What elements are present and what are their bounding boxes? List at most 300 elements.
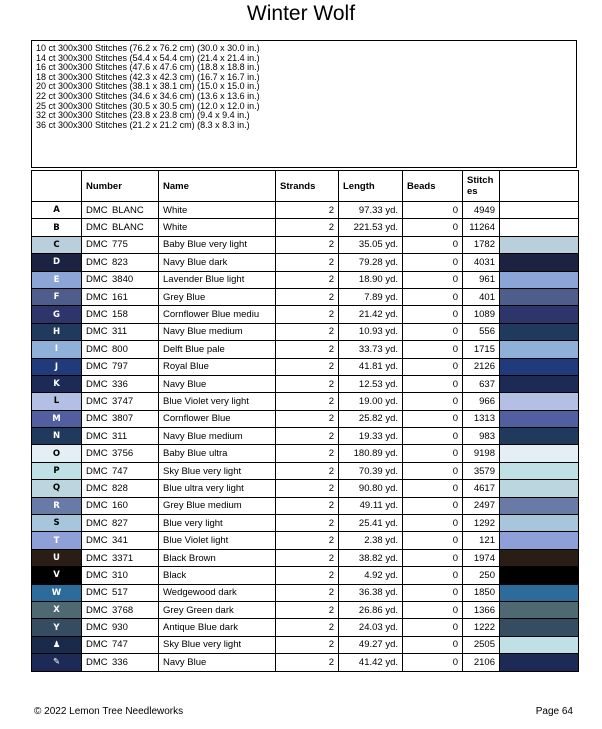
length-cell: 97.33 yd. [339,202,403,219]
table-row [32,219,579,236]
symbol-cell: X [32,601,82,618]
beads-cell: 0 [403,306,463,323]
floss-brand: DMC [86,465,108,477]
table-row [32,462,579,479]
beads-cell: 0 [403,202,463,219]
floss-brand: DMC [86,500,108,512]
stitches-cell: 1715 [463,341,500,358]
floss-code: 311 [112,326,128,338]
floss-brand: DMC [86,552,108,564]
symbol-cell: I [32,341,82,358]
table-row [32,532,579,549]
length-cell: 38.82 yd. [339,549,403,566]
strands-cell: 2 [276,428,339,445]
length-cell: 2.38 yd. [339,532,403,549]
name-cell: Cornflower Blue [159,410,276,427]
color-swatch [500,341,579,358]
symbol-cell: Q [32,480,82,497]
color-swatch [500,567,579,584]
length-cell: 180.89 yd. [339,445,403,462]
beads-cell: 0 [403,254,463,271]
floss-brand: DMC [86,587,108,599]
name-cell: Sky Blue very light [159,636,276,653]
stitches-cell: 966 [463,393,500,410]
number-cell [82,219,159,236]
number-cell [82,549,159,566]
strands-cell: 2 [276,549,339,566]
symbol-cell: C [32,236,82,253]
color-swatch [500,236,579,253]
number-cell [82,601,159,618]
table-row [32,636,579,653]
beads-cell: 0 [403,636,463,653]
name-cell: Navy Blue [159,375,276,392]
strands-cell: 2 [276,532,339,549]
strands-cell: 2 [276,619,339,636]
table-row [32,428,579,445]
floss-brand: DMC [86,204,108,216]
beads-cell: 0 [403,497,463,514]
stitches-cell: 4949 [463,202,500,219]
color-swatch [500,549,579,566]
name-cell: Navy Blue dark [159,254,276,271]
color-swatch [500,619,579,636]
name-cell: Grey Green dark [159,601,276,618]
color-swatch [500,497,579,514]
color-swatch [500,219,579,236]
stitches-cell: 1850 [463,584,500,601]
floss-brand: DMC [86,291,108,303]
floss-code: 747 [112,465,128,477]
strands-cell: 2 [276,288,339,305]
beads-cell: 0 [403,601,463,618]
beads-cell: 0 [403,584,463,601]
stitches-cell: 1222 [463,619,500,636]
beads-cell: 0 [403,567,463,584]
symbol-cell: ♟ [32,636,82,653]
floss-brand: DMC [86,604,108,616]
beads-cell: 0 [403,515,463,532]
fabric-size-line: 22 ct 300x300 Stitches (34.6 x 34.6 cm) (13.6 x 13.6 in.) [36,90,260,101]
table-row [32,236,579,253]
stitches-cell: 637 [463,375,500,392]
strands-cell: 2 [276,236,339,253]
floss-brand: DMC [86,639,108,651]
floss-code: 336 [112,656,128,668]
color-swatch [500,428,579,445]
floss-brand: DMC [86,448,108,460]
number-cell [82,462,159,479]
color-swatch [500,601,579,618]
floss-brand: DMC [86,326,108,338]
length-cell: 41.42 yd. [339,654,403,671]
length-cell: 24.03 yd. [339,619,403,636]
table-row [32,288,579,305]
floss-brand: DMC [86,656,108,668]
stitches-cell: 961 [463,271,500,288]
copyright-text: © 2022 Lemon Tree Needleworks [34,706,184,717]
symbol-cell: T [32,532,82,549]
length-cell: 90.80 yd. [339,480,403,497]
floss-code: BLANC [112,204,144,216]
strands-cell: 2 [276,323,339,340]
number-cell [82,254,159,271]
name-cell: Baby Blue ultra [159,445,276,462]
number-cell [82,567,159,584]
name-cell: Cornflower Blue mediu [159,306,276,323]
beads-cell: 0 [403,462,463,479]
table-row [32,654,579,671]
floss-brand: DMC [86,343,108,355]
length-cell: 10.93 yd. [339,323,403,340]
fabric-size-line: 36 ct 300x300 Stitches (21.2 x 21.2 cm) (8.3 x 8.3 in.) [36,119,250,130]
number-cell [82,341,159,358]
fabric-size-line: 32 ct 300x300 Stitches (23.8 x 23.8 cm) (9.4 x 9.4 in.) [36,110,250,121]
name-cell: Delft Blue pale [159,341,276,358]
beads-cell: 0 [403,236,463,253]
beads-cell: 0 [403,375,463,392]
beads-cell: 0 [403,341,463,358]
name-cell: White [159,202,276,219]
fabric-size-line: 14 ct 300x300 Stitches (54.4 x 54.4 cm) (21.4 x 21.4 in.) [36,52,260,63]
length-cell: 21.42 yd. [339,306,403,323]
color-swatch [500,445,579,462]
strands-cell: 2 [276,410,339,427]
floss-brand: DMC [86,222,108,234]
number-cell [82,584,159,601]
number-cell [82,515,159,532]
header-name: Name [159,171,276,202]
strands-cell: 2 [276,567,339,584]
length-cell: 70.39 yd. [339,462,403,479]
name-cell: Grey Blue medium [159,497,276,514]
header-symbol [32,171,82,202]
stitches-cell: 1292 [463,515,500,532]
table-row [32,549,579,566]
name-cell: Blue Violet very light [159,393,276,410]
stitches-cell: 1974 [463,549,500,566]
stitches-cell: 4617 [463,480,500,497]
number-cell [82,271,159,288]
table-row [32,323,579,340]
symbol-cell: V [32,567,82,584]
stitches-cell: 1313 [463,410,500,427]
fabric-size-line: 10 ct 300x300 Stitches (76.2 x 76.2 cm) (30.0 x 30.0 in.) [36,43,260,53]
symbol-cell: U [32,549,82,566]
symbol-cell: H [32,323,82,340]
table-header-row [32,171,579,202]
beads-cell: 0 [403,219,463,236]
symbol-cell: K [32,375,82,392]
symbol-cell: ✎ [32,654,82,671]
length-cell: 221.53 yd. [339,219,403,236]
name-cell: Blue Violet light [159,532,276,549]
floss-code: 930 [112,622,128,634]
symbol-cell: J [32,358,82,375]
table-row [32,515,579,532]
floss-code: 823 [112,256,128,268]
strands-cell: 2 [276,601,339,618]
floss-brand: DMC [86,413,108,425]
beads-cell: 0 [403,393,463,410]
stitches-cell: 2126 [463,358,500,375]
strands-cell: 2 [276,271,339,288]
fabric-size-line: 16 ct 300x300 Stitches (47.6 x 47.6 cm) (18.8 x 18.8 in.) [36,62,260,73]
strands-cell: 2 [276,497,339,514]
name-cell: Navy Blue medium [159,323,276,340]
color-swatch [500,515,579,532]
table-row [32,445,579,462]
table-row [32,341,579,358]
strands-cell: 2 [276,636,339,653]
length-cell: 79.28 yd. [339,254,403,271]
floss-code: 797 [112,361,128,373]
header-length: Length [339,171,403,202]
table-row [32,601,579,618]
symbol-cell: P [32,462,82,479]
floss-code: 311 [112,430,128,442]
number-cell [82,428,159,445]
table-row [32,202,579,219]
strands-cell: 2 [276,480,339,497]
name-cell: Sky Blue very light [159,462,276,479]
header-beads: Beads [403,171,463,202]
floss-brand: DMC [86,256,108,268]
beads-cell: 0 [403,480,463,497]
symbol-cell: E [32,271,82,288]
color-swatch [500,254,579,271]
length-cell: 49.11 yd. [339,497,403,514]
name-cell: Lavender Blue light [159,271,276,288]
beads-cell: 0 [403,654,463,671]
color-swatch [500,462,579,479]
table-row [32,497,579,514]
floss-brand: DMC [86,622,108,634]
table-row [32,375,579,392]
strands-cell: 2 [276,393,339,410]
beads-cell: 0 [403,445,463,462]
stitches-cell: 250 [463,567,500,584]
beads-cell: 0 [403,549,463,566]
floss-code: 3840 [112,274,134,286]
strands-cell: 2 [276,306,339,323]
length-cell: 7.89 yd. [339,288,403,305]
floss-code: 161 [112,291,128,303]
color-swatch [500,636,579,653]
stitches-cell: 121 [463,532,500,549]
floss-brand: DMC [86,309,108,321]
symbol-cell: N [32,428,82,445]
length-cell: 12.53 yd. [339,375,403,392]
length-cell: 41.81 yd. [339,358,403,375]
color-swatch [500,480,579,497]
symbol-cell: D [32,254,82,271]
number-cell [82,497,159,514]
table-row [32,393,579,410]
number-cell [82,288,159,305]
symbol-cell: R [32,497,82,514]
name-cell: Wedgewood dark [159,584,276,601]
floss-brand: DMC [86,274,108,286]
floss-brand: DMC [86,569,108,581]
floss-code: 827 [112,517,128,529]
stitches-cell: 3579 [463,462,500,479]
number-cell [82,358,159,375]
length-cell: 36.38 yd. [339,584,403,601]
beads-cell: 0 [403,428,463,445]
color-swatch [500,323,579,340]
number-cell [82,236,159,253]
stitches-cell: 1782 [463,236,500,253]
floss-code: 3807 [112,413,134,425]
floss-code: 336 [112,378,128,390]
floss-code: 747 [112,639,128,651]
stitches-cell: 1366 [463,601,500,618]
number-cell [82,619,159,636]
strands-cell: 2 [276,654,339,671]
beads-cell: 0 [403,532,463,549]
floss-code: 158 [112,309,128,321]
floss-code: 310 [112,569,128,581]
name-cell: Royal Blue [159,358,276,375]
number-cell [82,375,159,392]
number-cell [82,445,159,462]
symbol-cell: F [32,288,82,305]
length-cell: 33.73 yd. [339,341,403,358]
stitches-cell: 2505 [463,636,500,653]
table-row [32,306,579,323]
table-row [32,619,579,636]
color-swatch [500,306,579,323]
length-cell: 49.27 yd. [339,636,403,653]
name-cell: Black Brown [159,549,276,566]
length-cell: 19.00 yd. [339,393,403,410]
length-cell: 18.90 yd. [339,271,403,288]
stitches-cell: 2497 [463,497,500,514]
table-row [32,410,579,427]
color-swatch [500,288,579,305]
color-swatch [500,271,579,288]
floss-code: 3747 [112,395,134,407]
beads-cell: 0 [403,271,463,288]
floss-brand: DMC [86,517,108,529]
stitches-cell: 556 [463,323,500,340]
beads-cell: 0 [403,410,463,427]
number-cell [82,306,159,323]
symbol-cell: L [32,393,82,410]
header-number: Number [82,171,159,202]
length-cell: 4.92 yd. [339,567,403,584]
strands-cell: 2 [276,254,339,271]
color-swatch [500,584,579,601]
number-cell [82,636,159,653]
fabric-size-line: 20 ct 300x300 Stitches (38.1 x 38.1 cm) (15.0 x 15.0 in.) [36,81,260,92]
color-swatch [500,202,579,219]
number-cell [82,323,159,340]
header-swatch [500,171,579,202]
number-cell [82,202,159,219]
number-cell [82,654,159,671]
fabric-size-box [31,40,577,168]
length-cell: 25.41 yd. [339,515,403,532]
symbol-cell: M [32,410,82,427]
floss-code: 517 [112,587,128,599]
stitches-cell: 2106 [463,654,500,671]
name-cell: Navy Blue medium [159,428,276,445]
header-strands: Strands [276,171,339,202]
name-cell: Black [159,567,276,584]
name-cell: Blue ultra very light [159,480,276,497]
strands-cell: 2 [276,219,339,236]
floss-code: 800 [112,343,128,355]
floss-code: 160 [112,500,128,512]
floss-brand: DMC [86,430,108,442]
floss-brand: DMC [86,482,108,494]
stitches-cell: 11264 [463,219,500,236]
name-cell: White [159,219,276,236]
header-stitches: Stitch es [463,171,500,202]
beads-cell: 0 [403,288,463,305]
name-cell: Blue very light [159,515,276,532]
color-swatch [500,393,579,410]
symbol-cell: O [32,445,82,462]
beads-cell: 0 [403,619,463,636]
number-cell [82,393,159,410]
length-cell: 26.86 yd. [339,601,403,618]
strands-cell: 2 [276,445,339,462]
floss-code: 341 [112,535,128,547]
symbol-cell: B [32,219,82,236]
color-swatch [500,410,579,427]
floss-brand: DMC [86,361,108,373]
strands-cell: 2 [276,584,339,601]
page-number: Page 64 [535,706,573,717]
floss-code: 828 [112,482,128,494]
floss-code: 3371 [112,552,134,564]
floss-brand: DMC [86,535,108,547]
table-row [32,584,579,601]
symbol-cell: Y [32,619,82,636]
floss-brand: DMC [86,395,108,407]
number-cell [82,410,159,427]
fabric-size-line: 25 ct 300x300 Stitches (30.5 x 30.5 cm) (12.0 x 12.0 in.) [36,100,260,111]
length-cell: 35.05 yd. [339,236,403,253]
symbol-cell: W [32,584,82,601]
length-cell: 19.33 yd. [339,428,403,445]
floss-brand: DMC [86,239,108,251]
table-row [32,567,579,584]
name-cell: Baby Blue very light [159,236,276,253]
name-cell: Antique Blue dark [159,619,276,636]
table-row [32,358,579,375]
number-cell [82,480,159,497]
length-cell: 25.82 yd. [339,410,403,427]
stitches-cell: 9198 [463,445,500,462]
floss-code: BLANC [112,222,144,234]
floss-brand: DMC [86,378,108,390]
color-swatch [500,375,579,392]
strands-cell: 2 [276,341,339,358]
stitches-cell: 1089 [463,306,500,323]
strands-cell: 2 [276,515,339,532]
symbol-cell: A [32,202,82,219]
floss-code: 3756 [112,448,134,460]
beads-cell: 0 [403,323,463,340]
beads-cell: 0 [403,358,463,375]
fabric-size-line: 18 ct 300x300 Stitches (42.3 x 42.3 cm) (16.7 x 16.7 in.) [36,71,260,82]
floss-code: 3768 [112,604,134,616]
name-cell: Grey Blue [159,288,276,305]
